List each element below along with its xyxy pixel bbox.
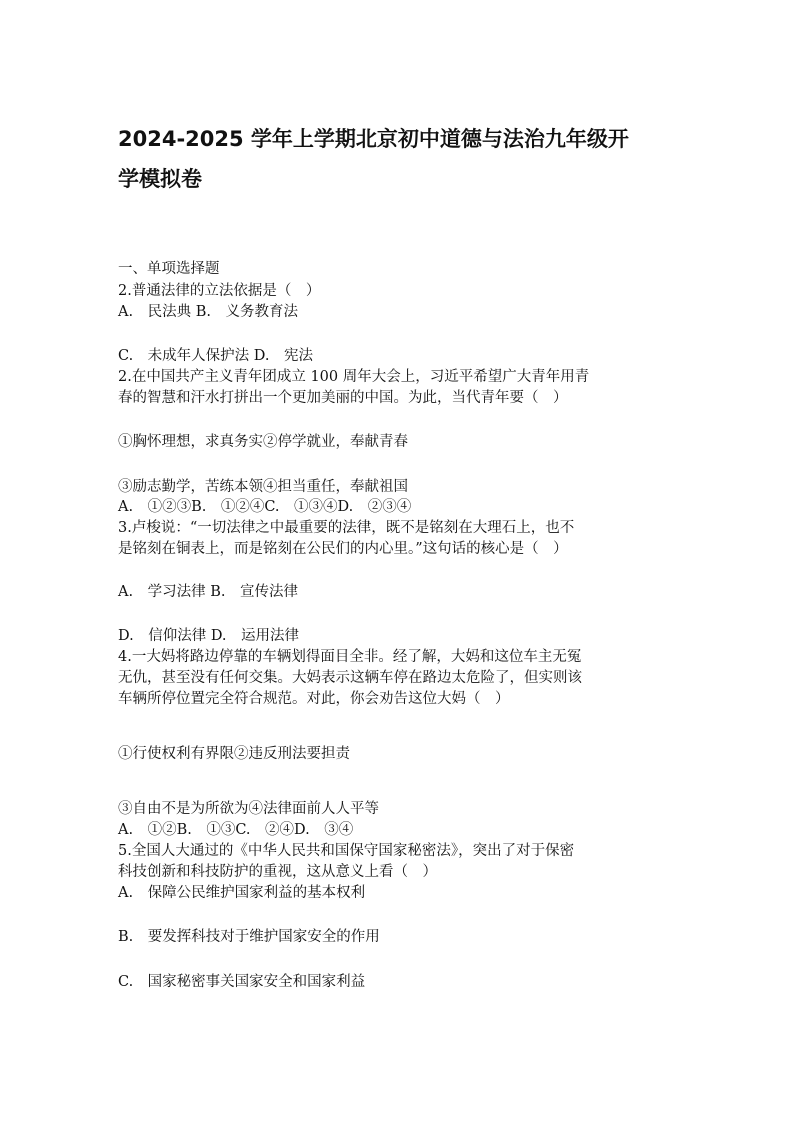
question-5-option-a: A. 保障公民维护国家利益的基本权利 [118, 885, 366, 901]
question-4-stem-line-1: 4.一大妈将路边停靠的车辆划得面目全非。经了解，大妈和这位车主无冤 [118, 649, 582, 665]
question-3-options-row-1: A. 学习法律 B. 宣传法律 [118, 584, 298, 600]
document-title [118, 119, 688, 199]
question-2-stem-line-2: 春的智慧和汗水打拼出一个更加美丽的中国。为此，当代青年要（ ） [118, 390, 568, 406]
title-line-1: 2024-2025 学年上学期北京初中道德与法治九年级开 [118, 127, 629, 151]
question-2-stem-line-1: 2.在中国共产主义青年团成立 100 周年大会上，习近平希望广大青年用青 [118, 369, 590, 385]
question-4-options: A. ①②B. ①③C. ②④D. ③④ [118, 822, 354, 838]
question-5-option-b: B. 要发挥科技对于维护国家安全的作用 [118, 929, 380, 945]
question-4-stem-line-3: 车辆所停位置完全符合规范。对此，你会劝告这位大妈（ ） [118, 691, 510, 707]
question-5-stem-line-2: 科技创新和科技防护的重视，这从意义上看（ ） [118, 864, 437, 880]
question-4-statement-2: ③自由不是为所欲为④法律面前人人平等 [118, 801, 379, 817]
question-3-stem-line-1: 3.卢梭说：“一切法律之中最重要的法律，既不是铭刻在大理石上，也不 [118, 520, 575, 536]
question-2-statement-2: ③励志勤学，苦练本领④担当重任，奉献祖国 [118, 479, 408, 495]
question-5-option-c: C. 国家秘密事关国家安全和国家利益 [118, 974, 366, 990]
question-4-stem-line-2: 无仇，甚至没有任何交集。大妈表示这辆车停在路边太危险了，但实则该 [118, 670, 582, 686]
question-1-options-row-1: A. 民法典 B. 义务教育法 [118, 304, 298, 320]
question-5-stem-line-1: 5.全国人大通过的《中华人民共和国保守国家秘密法》，突出了对于保密 [118, 843, 575, 859]
question-1-options-row-2: C. 未成年人保护法 D. 宪法 [118, 348, 314, 364]
question-2-options: A. ①②③B. ①②④C. ①③④D. ②③④ [118, 499, 412, 515]
question-4-statement-1: ①行使权利有界限②违反刑法要担责 [118, 746, 350, 762]
question-3-stem-line-2: 是铭刻在铜表上，而是铭刻在公民们的内心里。”这句话的核心是（ ） [118, 541, 568, 557]
question-3-options-row-2: D. 信仰法律 D. 运用法律 [118, 628, 300, 644]
question-1-stem: 2.普通法律的立法依据是（ ） [118, 283, 321, 299]
section-heading: 一、单项选择题 [118, 261, 220, 277]
question-2-statement-1: ①胸怀理想，求真务实②停学就业，奉献青春 [118, 434, 408, 450]
title-line-2: 学模拟卷 [118, 167, 202, 191]
